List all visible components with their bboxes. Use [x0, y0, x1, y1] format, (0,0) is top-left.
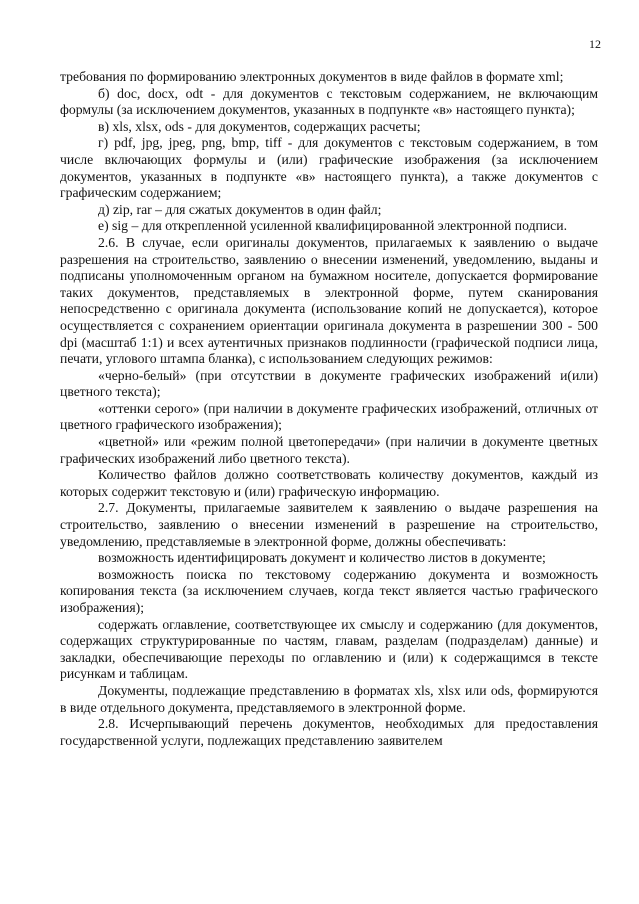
paragraph: в) xls, xlsx, ods - для документов, содержащих расчеты; [98, 118, 421, 134]
paragraph: д) zip, rar – для сжатых документов в один файл; [98, 201, 382, 217]
paragraph: б) doc, docx, odt - для документов с текстовым содержанием, не включающим формулы (за исключением документов, указанных в подпункте «в» настоящего пункта); [60, 85, 598, 118]
paragraph: содержать оглавление, соответствующее их смыслу и содержанию (для документов, содержащих структурированные по частям, главам, разделам (подразделам) данные) и закладки, обеспечивающие переходы по оглавлению и (или) к содержащимся в тексте рисункам и таблицам. [60, 616, 598, 682]
paragraph: Документы, подлежащие представлению в форматах xls, xlsx или ods, формируются в виде отдельного документа, представляемого в электронной форме. [60, 682, 598, 715]
paragraph: е) sig – для открепленной усиленной квалифицированной электронной подписи. [98, 218, 568, 234]
paragraph: г) pdf, jpg, jpeg, png, bmp, tiff - для документов с текстовым содержанием, в том числе включающих формулы и (или) графические изображения (за исключением документов, указанных в подпункте «в» настоящего пункта), а также документов с графическим содержанием; [60, 135, 598, 201]
paragraph: возможность идентифицировать документ и количество листов в документе; [98, 550, 546, 566]
paragraph: 2.6. В случае, если оригиналы документов, прилагаемых к заявлению о выдаче разрешения на строительство, заявлению о внесении изменений, уведомлению, выданы и подписаны уполномоченным органом на бумажном носителе, допускается формирование таких документов, представляемых в электронной форме, путем сканирования непосредственно с оригинала документа (использование копий не допускается), которое осуществляется с сохранением ориентации оригинала документа в разрешении 300 - 500 dpi (масштаб 1:1) и всех аутентичных признаков подлинности (графической подписи лица, печати, углового штампа бланка), с использованием следующих режимов: [60, 234, 598, 367]
paragraph: «цветной» или «режим полной цветопередачи» (при наличии в документе цветных графических изображений либо цветного текста). [60, 434, 598, 466]
paragraph: возможность поиска по текстовому содержанию документа и возможность копирования текста (за исключением случаев, когда текст является частью графического изображения); [60, 566, 598, 615]
document-body [60, 69, 598, 749]
paragraph: «черно-белый» (при отсутствии в документе графических изображений и(или) цветного текста); [60, 367, 598, 400]
paragraph: 2.8. Исчерпывающий перечень документов, необходимых для предоставления государственной услуги, подлежащих представлению заявителем [60, 716, 598, 748]
page-number: 12 [589, 37, 601, 51]
paragraph: Количество файлов должно соответствовать количеству документов, каждый из которых содержит текстовую и (или) графическую информацию. [60, 467, 598, 499]
paragraph: 2.7. Документы, прилагаемые заявителем к заявлению о выдаче разрешения на строительство, заявлению о внесении изменений в разрешение на строительство, уведомлению, представляемые в электронной форме, должны обеспечивать: [60, 500, 598, 549]
paragraph: «оттенки серого» (при наличии в документе графических изображений, отличных от цветного графического изображения); [60, 400, 598, 433]
paragraph: требования по формированию электронных документов в виде файлов в формате xml; [60, 69, 564, 84]
